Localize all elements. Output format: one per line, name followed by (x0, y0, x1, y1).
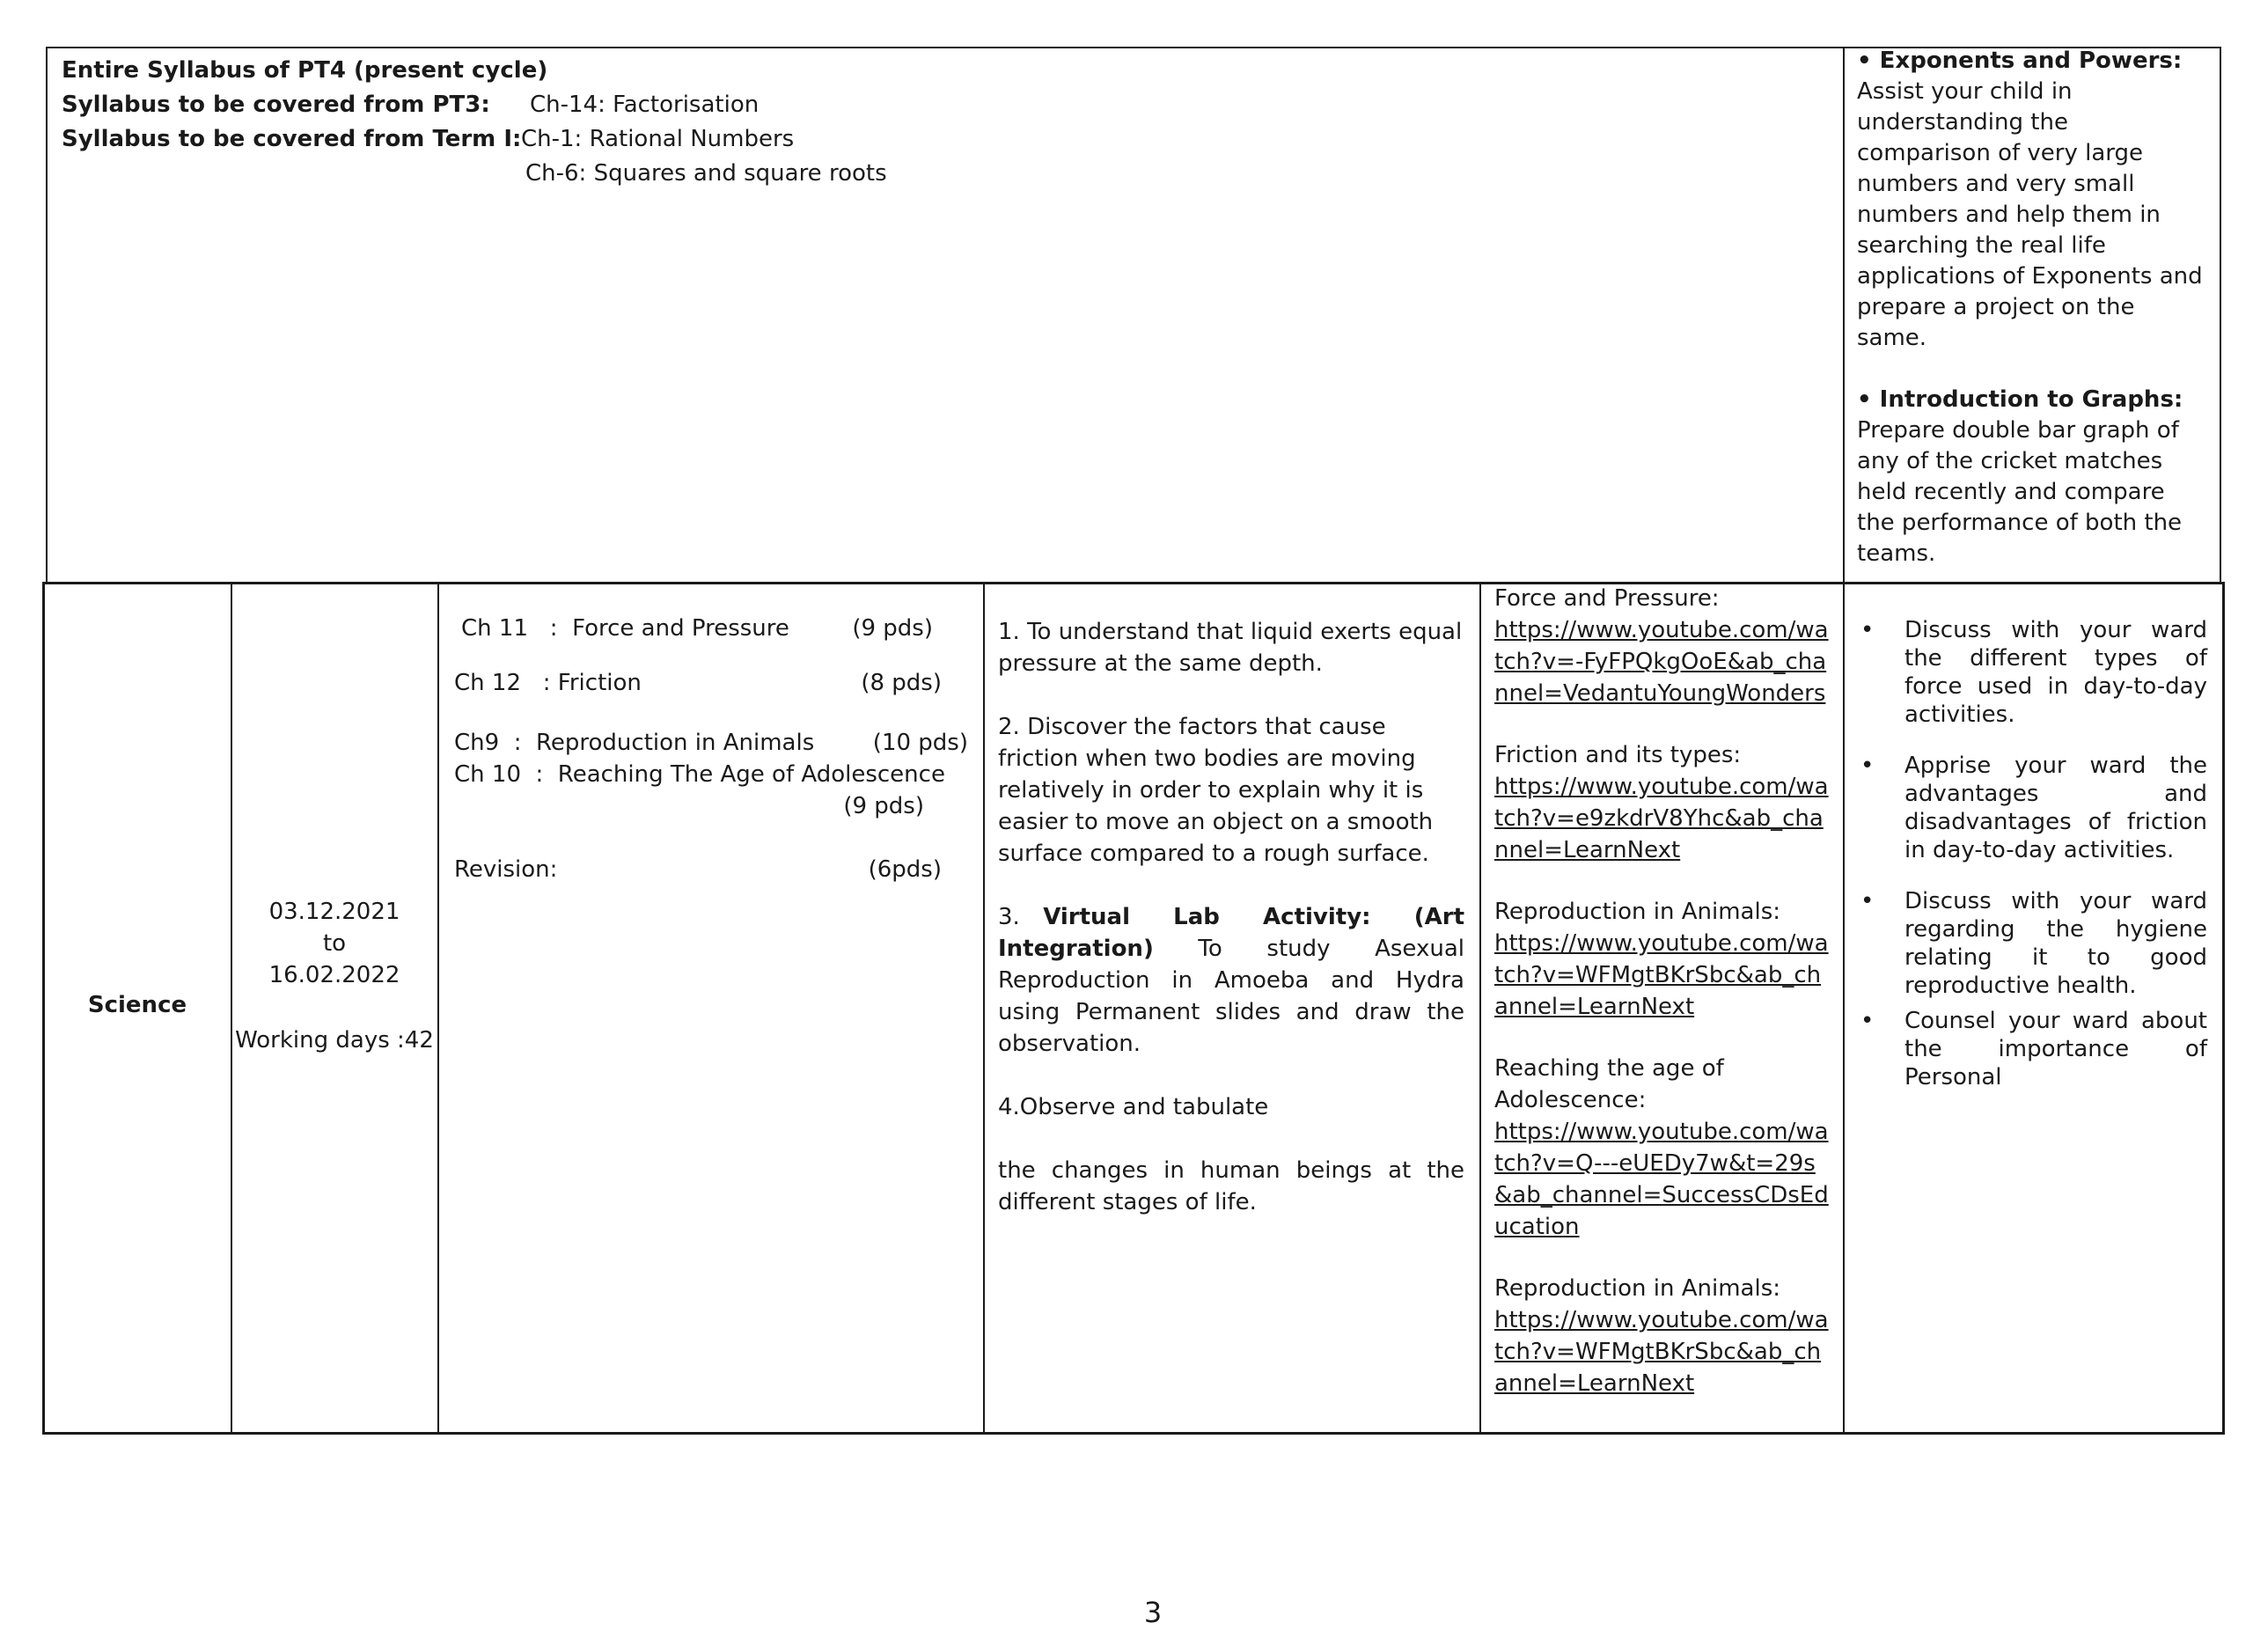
syllabus-line-pt4: Entire Syllabus of PT4 (present cycle) (62, 57, 548, 84)
chapter-name: Ch 11 : Force and Pressure (461, 615, 789, 642)
science-table-right-border (2222, 582, 2225, 1435)
chapter-row (454, 727, 968, 759)
resource-item (1494, 1273, 1832, 1399)
maths-parent-tips (1857, 46, 2209, 569)
objective-3-text: To study Asexual Reproduction in Amoeba and Hydra using Permanent slides and draw the observation. (998, 936, 1464, 1057)
syllabus-value-term1-extra: Ch-6: Squares and square roots (525, 160, 887, 187)
science-dates (232, 896, 437, 1056)
resource-item (1494, 1053, 1832, 1243)
tip-item: • Apprise your ward the advantages and disadvantages of friction in day-to-day activities. (1852, 752, 2207, 864)
chapter-name: Ch9 : Reproduction in Animals (454, 730, 815, 756)
resource-link[interactable]: https://www.youtube.com/watch?v=e9zkdrV8Yhc&ab_channel=LearnNext (1494, 774, 1829, 863)
tip-item: • Discuss with your ward the different types of force used in day-to-day activities. (1852, 616, 2207, 729)
science-table-bottom-border (42, 1432, 2225, 1435)
objective-4-continued: the changes in human beings at the different stages of life. (998, 1157, 1464, 1215)
resource-label: Friction and its types: (1494, 742, 1742, 768)
objective-1: 1. To understand that liquid exerts equal pressure at the same depth. (998, 619, 1463, 677)
tip-item: • Counsel your ward about the importance of Personal (1852, 1007, 2207, 1091)
tip-graphs-title: Introduction to Graphs: (1879, 386, 2183, 413)
resource-link[interactable]: https://www.youtube.com/watch?v=WFMgtBKrSbc&ab_channel=LearnNext (1494, 930, 1829, 1020)
syllabus-block (62, 55, 1294, 192)
science-chapters (454, 613, 968, 885)
tip-exponents (1857, 46, 2209, 354)
science-resources (1494, 583, 1832, 1399)
chapter-periods: (9 pds) (852, 615, 933, 642)
resource-item (1494, 739, 1832, 866)
resource-label: Reaching the age of Adolescence: (1494, 1055, 1724, 1113)
tip-exponents-text: Assist your child in understanding the comparison of very large numbers and very small numbers and help them in searching the real life applications of Exponents and prepare a project on the same. (1857, 78, 2203, 351)
chapter-row (454, 854, 968, 885)
resource-link[interactable]: https://www.youtube.com/watch?v=-FyFPQkgOoE&ab_channel=VedantuYoungWonders (1494, 617, 1829, 707)
resource-item (1494, 583, 1832, 709)
top-table-right-border (2220, 47, 2221, 584)
chapter-name: Revision: (454, 856, 558, 883)
chapter-row (454, 613, 968, 644)
science-objectives (998, 616, 1464, 1218)
resource-label: Reproduction in Animals: (1494, 1275, 1781, 1302)
bullet-icon: • (1857, 386, 1880, 413)
syllabus-value-term1: Ch-1: Rational Numbers (521, 126, 795, 152)
chapter-periods: (10 pds) (872, 730, 968, 756)
page-number: 3 (1143, 1596, 1163, 1629)
resource-link[interactable]: https://www.youtube.com/watch?v=WFMgtBKrSbc&ab_channel=LearnNext (1494, 1307, 1829, 1397)
resource-label: Reproduction in Animals: (1494, 899, 1781, 925)
tip-exponents-title: Exponents and Powers: (1879, 48, 2183, 74)
tip-graphs (1857, 385, 2209, 569)
resource-link[interactable]: https://www.youtube.com/watch?v=Q---eUEDy7w&t=29s&ab_channel=SuccessCDsEducation (1494, 1119, 1829, 1240)
resource-label: Force and Pressure: (1494, 585, 1720, 612)
tip-item: • Discuss with your ward regarding the hygiene relating it to good reproductive health. (1852, 887, 2207, 1000)
chapter-periods: (6pds) (868, 856, 942, 883)
objective-4: 4.Observe and tabulate (998, 1094, 1269, 1120)
chapter-name: Ch 10 : Reaching The Age of Adolescence (454, 761, 945, 788)
chapter-name: Ch 12 : Friction (454, 670, 642, 696)
date-to-word: to (322, 930, 347, 957)
bullet-icon: • (1857, 48, 1880, 74)
date-from: 03.12.2021 (268, 899, 400, 925)
resource-item (1494, 896, 1832, 1023)
objective-3-heading: Virtual Lab Activity: (Art Integration) (998, 904, 1464, 962)
chapter-row (454, 759, 968, 822)
date-to: 16.02.2022 (268, 962, 400, 988)
top-table-column-divider (1843, 47, 1845, 1435)
chapter-periods: (9 pds) (843, 793, 924, 819)
column-divider-2 (437, 582, 439, 1435)
objective-2: 2. Discover the factors that cause friction when two bodies are moving relatively in order to explain why it is easier to move an object on a smooth surface compared to a rough surface. (998, 714, 1434, 867)
tip-graphs-text: Prepare double bar graph of any of the cricket matches held recently and compare the performance of both the teams. (1857, 417, 2183, 567)
chapter-periods: (8 pds) (861, 670, 942, 696)
syllabus-label-term1: Syllabus to be covered from Term I: (62, 126, 522, 152)
objective-3 (998, 901, 1464, 1060)
chapter-row (454, 667, 968, 699)
working-days: Working days :42 (235, 1027, 434, 1054)
syllabus-value-pt3: Ch-14: Factorisation (530, 92, 760, 118)
table-middle-border (42, 582, 2225, 584)
top-table-left-border (46, 47, 48, 584)
column-divider-4 (1479, 582, 1481, 1435)
column-divider-3 (983, 582, 985, 1435)
subject-science: Science (87, 992, 187, 1018)
syllabus-label-pt3: Syllabus to be covered from PT3: (62, 92, 490, 118)
objective-3-number: 3. (998, 904, 1020, 930)
science-parent-tips (1852, 616, 2207, 1114)
